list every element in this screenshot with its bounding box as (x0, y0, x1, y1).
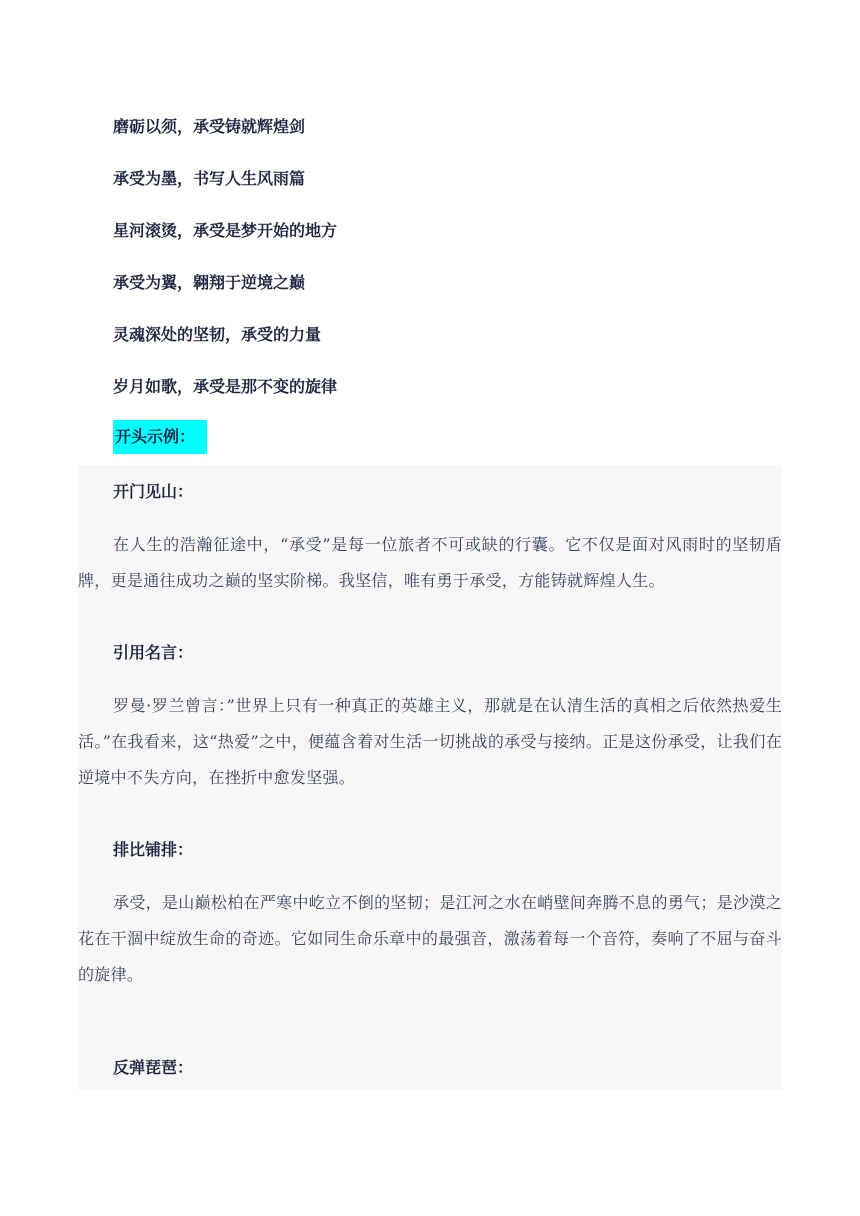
title-line-5: 灵魂深处的坚韧，承受的力量 (113, 325, 322, 344)
example-heading-contrarian: 反弹琵琶： (113, 1058, 194, 1077)
title-line-6: 岁月如歌，承受是那不变的旋律 (113, 377, 338, 396)
title-line-1: 磨砺以须，承受铸就辉煌剑 (113, 117, 306, 136)
example-text-parallelism: 承受，是山巅松柏在严寒中屹立不倒的坚韧；是江河之水在峭壁间奔腾不息的勇气；是沙漠之花在干涸中绽放生命的奇迹。它如同生命乐章中的最强音，激荡着每一个音符，奏响了不屈与奋斗的旋律。 (78, 893, 782, 984)
title-line-4: 承受为翼，翱翔于逆境之巅 (113, 273, 306, 292)
section-tag-opening-examples: 开头示例： (113, 420, 207, 454)
example-heading-parallelism: 排比铺排： (113, 840, 194, 859)
example-heading-direct: 开门见山： (113, 482, 194, 501)
example-text-quote: 罗曼·罗兰曾言：”世界上只有一种真正的英雄主义，那就是在认清生活的真相之后依然热爱生活。”在我看来，这“热爱”之中，便蕴含着对生活一切挑战的承受与接纳。正是这份承受，让我们在逆境中不失方向，在挫折中愈发坚强。 (78, 696, 782, 787)
example-text-direct: 在人生的浩瀚征途中，“承受”是每一位旅者不可或缺的行囊。它不仅是面对风雨时的坚韧盾牌，更是通往成功之巅的坚实阶梯。我坚信，唯有勇于承受，方能铸就辉煌人生。 (78, 535, 782, 590)
title-line-3: 星河滚烫，承受是梦开始的地方 (113, 221, 338, 240)
title-line-2: 承受为墨，书写人生风雨篇 (113, 169, 306, 188)
example-heading-quote: 引用名言： (113, 643, 194, 662)
